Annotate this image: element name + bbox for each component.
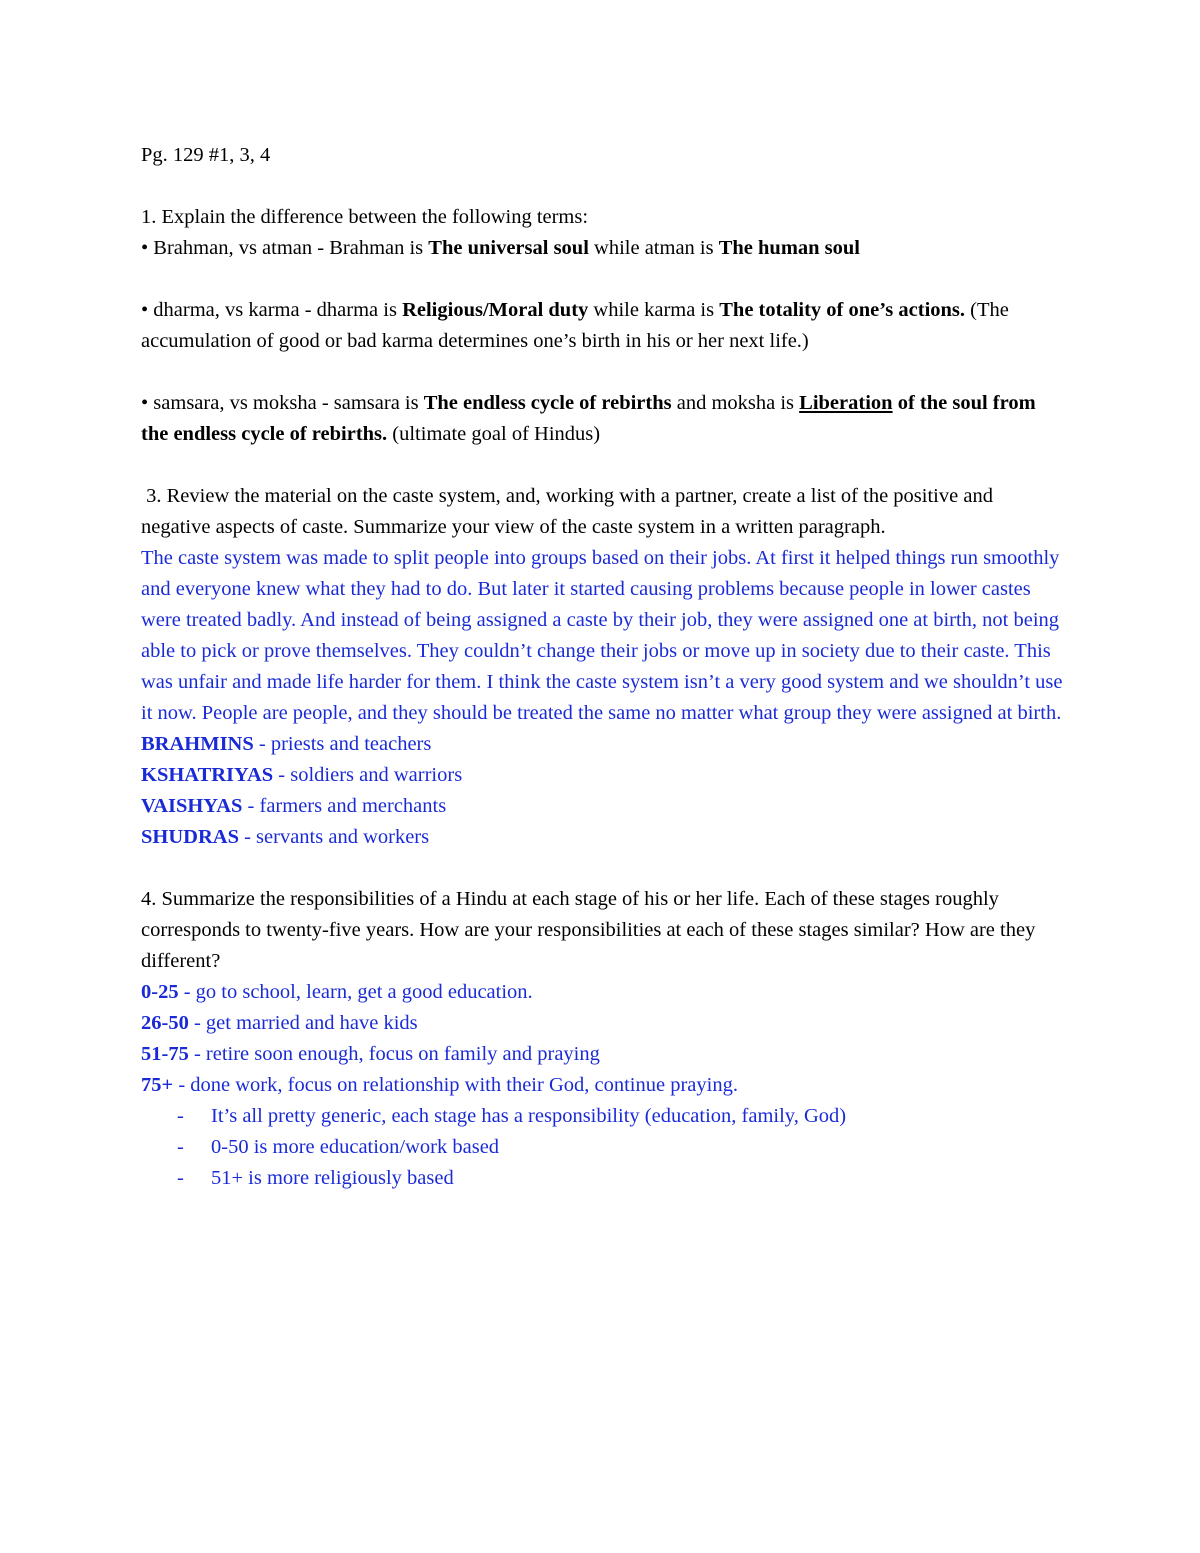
q1-item-tail: (The accumulation of good or bad karma determines one’s birth in his or her next life.) [141,299,1009,352]
spacer [141,264,1066,295]
q1-item-mid: while atman is [588,237,719,259]
caste-vaishyas [141,791,1066,822]
caste-kshatriyas [141,760,1066,791]
q1-term-universal-soul: The universal soul [428,237,589,259]
spacer [141,171,1066,202]
stage-range: 51-75 [141,1043,189,1065]
q3-prompt: 3. Review the material on the caste system, and, working with a partner, create a list of the positive and negative aspects of caste. Summarize your view of the caste system in a written paragraph. [141,485,999,538]
list-item [141,1163,1066,1194]
q1-item-samsara-moksha [141,388,1066,450]
q1-item-tail: (ultimate goal of Hindus) [387,423,601,445]
q3-answer-paragraph: The caste system was made to split people into groups based on their jobs. At first it helped things run smoothly and everyone knew what they had to do. But later it started causing problems because people in lower castes were treated badly. And instead of being assigned a caste by their job, they were assigned one at birth, not being able to pick or prove themselves. They couldn’t change their jobs or move up in society due to their caste. This was unfair and made life harder for them. I think the caste system isn’t a very good system and we shouldn’t use it now. People are people, and they should be treated the same no matter what group they were assigned at birth. [141,547,1063,724]
caste-name: KSHATRIYAS [141,764,274,786]
q4-prompt: 4. Summarize the responsibilities of a Hindu at each stage of his or her life. Each of these stages roughly corresponds to twenty-five years. How are your responsibilities at each of these stages similar? How are they different? [141,888,1036,972]
stage-desc: - retire soon enough, focus on family and praying [188,1043,600,1065]
caste-name: SHUDRAS [141,826,239,848]
caste-desc: - servants and workers [238,826,430,848]
q1-item-mid: and moksha is [671,392,800,414]
q1-item-dharma-karma [141,295,1066,357]
caste-name: BRAHMINS [141,733,254,755]
stage-desc: - done work, focus on relationship with their God, continue praying. [173,1074,738,1096]
assignment-header: Pg. 129 #1, 3, 4 [141,144,271,166]
q1-item-lead: • Brahman, vs atman - Brahman is [141,237,429,259]
stage-desc: - get married and have kids [188,1012,418,1034]
stage-range: 0-25 [141,981,179,1003]
note-text: 51+ is more religiously based [211,1167,454,1189]
spacer [141,853,1066,884]
stage-75-plus [141,1070,1066,1101]
q1-term-liberation: Liberation [799,392,893,414]
q1-item-brahman-atman [141,233,1066,264]
stage-26-50 [141,1008,1066,1039]
note-text: It’s all pretty generic, each stage has a responsibility (education, family, God) [211,1105,847,1127]
q1-prompt: 1. Explain the difference between the following terms: [141,206,589,228]
q1-term-endless-cycle: The endless cycle of rebirths [423,392,672,414]
q1-item-lead: • dharma, vs karma - dharma is [141,299,403,321]
document-page [141,140,1066,1194]
spacer [141,450,1066,481]
list-item [141,1101,1066,1132]
q1-term-totality-actions: The totality of one’s actions. [719,299,966,321]
q1-item-mid: while karma is [588,299,720,321]
caste-brahmins [141,729,1066,760]
stage-range: 26-50 [141,1012,189,1034]
caste-desc: - farmers and merchants [242,795,447,817]
stage-desc: - go to school, learn, get a good education. [178,981,533,1003]
q1-term-liberation-rest: of the soul from the endless cycle of rebirths. [141,392,1036,445]
caste-shudras [141,822,1066,853]
stage-0-25 [141,977,1066,1008]
dash-bullet: - [177,1105,184,1127]
stage-51-75 [141,1039,1066,1070]
caste-desc: - priests and teachers [253,733,432,755]
note-text: 0-50 is more education/work based [211,1136,500,1158]
q1-item-lead: • samsara, vs moksha - samsara is [141,392,424,414]
dash-bullet: - [177,1136,184,1158]
spacer [141,357,1066,388]
caste-desc: - soldiers and warriors [273,764,463,786]
stage-range: 75+ [141,1074,174,1096]
q1-term-human-soul: The human soul [718,237,860,259]
q4-notes-list [141,1101,1066,1194]
list-item [141,1132,1066,1163]
caste-name: VAISHYAS [141,795,243,817]
q1-term-moral-duty: Religious/Moral duty [402,299,589,321]
dash-bullet: - [177,1167,184,1189]
